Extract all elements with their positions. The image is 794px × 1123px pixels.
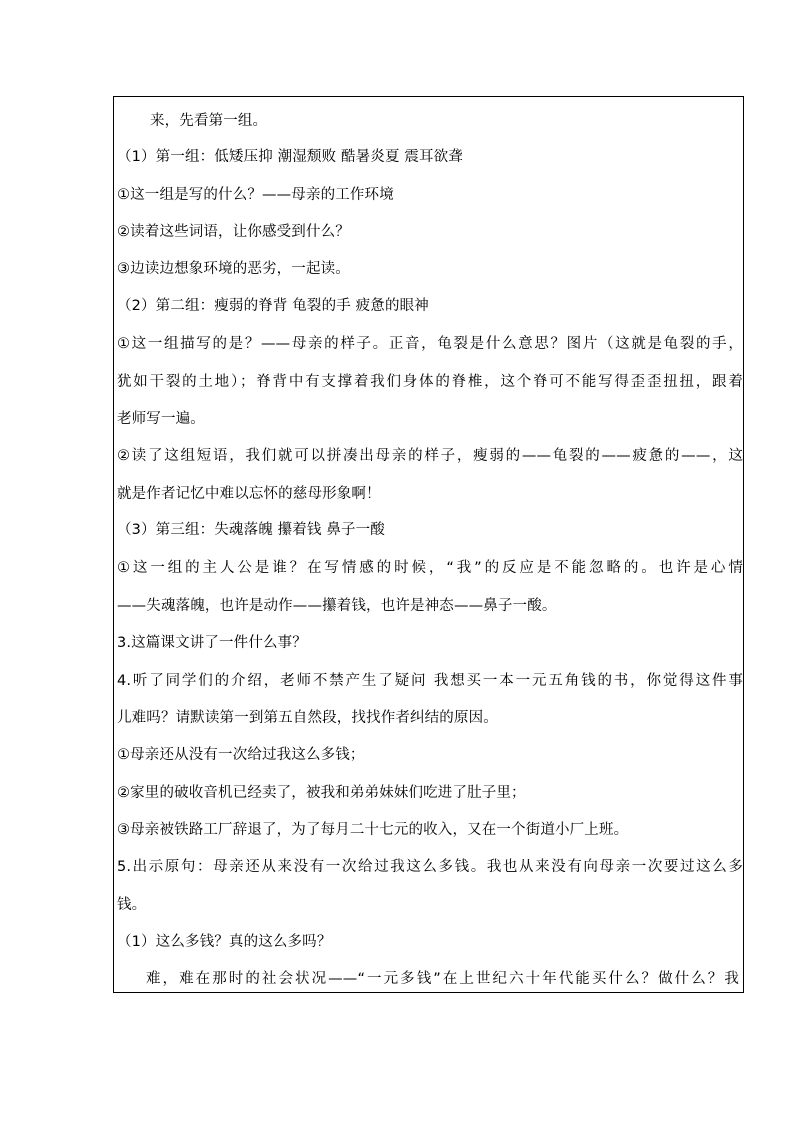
text-line: （3）第三组：失魂落魄 攥着钱 鼻子一酸 (117, 522, 385, 538)
text-line: 儿难吗？请默读第一到第五自然段，找找作者纠结的原因。 (117, 710, 498, 726)
text-line: 来，先看第一组。 (150, 113, 268, 129)
text-line: 3.这篇课文讲了一件什么事？ (117, 635, 307, 651)
text-line: ①这一组的主人公是谁？在写情感的时候，“我”的反应是不能忽略的。也许是心情 (117, 560, 743, 576)
text-line: （2）第二组：瘦弱的脊背 龟裂的手 疲惫的眼神 (117, 298, 429, 314)
text-line: 5.出示原句：母亲还从来没有一次给过我这么多钱。我也从来没有向母亲一次要过这么多 (117, 859, 743, 875)
text-line: （1）第一组：低矮压抑 潮湿颓败 酷暑炎夏 震耳欲聋 (117, 149, 463, 165)
text-line: ②读着这些词语，让你感受到什么？ (117, 224, 350, 240)
text-line: 犹如干裂的土地）；脊背中有支撑着我们身体的脊椎，这个脊可不能写得歪歪扭扭，跟着 (117, 374, 743, 390)
text-line: ——失魂落魄，也许是动作——攥着钱，也许是神态——鼻子一酸。 (117, 598, 557, 614)
text-line: ②读了这组短语，我们就可以拼凑出母亲的样子，瘦弱的——龟裂的——疲惫的——，这 (117, 448, 743, 464)
text-line: ③边读边想象环境的恶劣，一起读。 (117, 261, 350, 277)
text-line: 4.听了同学们的介绍，老师不禁产生了疑问 我想买一本一元五角钱的书，你觉得这件事 (117, 673, 743, 689)
text-line: ①母亲还从没有一次给过我这么多钱； (117, 747, 365, 763)
text-line: ①这一组是写的什么？——母亲的工作环境 (117, 187, 394, 203)
text-line: ②家里的破收音机已经卖了，被我和弟弟妹妹们吃进了肚子里； (117, 785, 526, 801)
text-line: 难，难在那时的社会状况——“一元多钱”在上世纪六十年代能买什么？做什么？我 (146, 971, 739, 987)
text-line: 钱。 (117, 897, 147, 913)
text-line: 就是作者记忆中难以忘怀的慈母形象啊！ (117, 486, 381, 502)
text-line: ③母亲被铁路工厂辞退了，为了每月二十七元的收入，又在一个街道小厂上班。 (117, 822, 629, 838)
text-line: （1）这么多钱？真的这么多吗？ (117, 934, 332, 950)
text-line: 老师写一遍。 (117, 411, 205, 427)
text-line: ①这一组描写的是？——母亲的样子。正音，龟裂是什么意思？图片（这就是龟裂的手， (117, 336, 743, 352)
